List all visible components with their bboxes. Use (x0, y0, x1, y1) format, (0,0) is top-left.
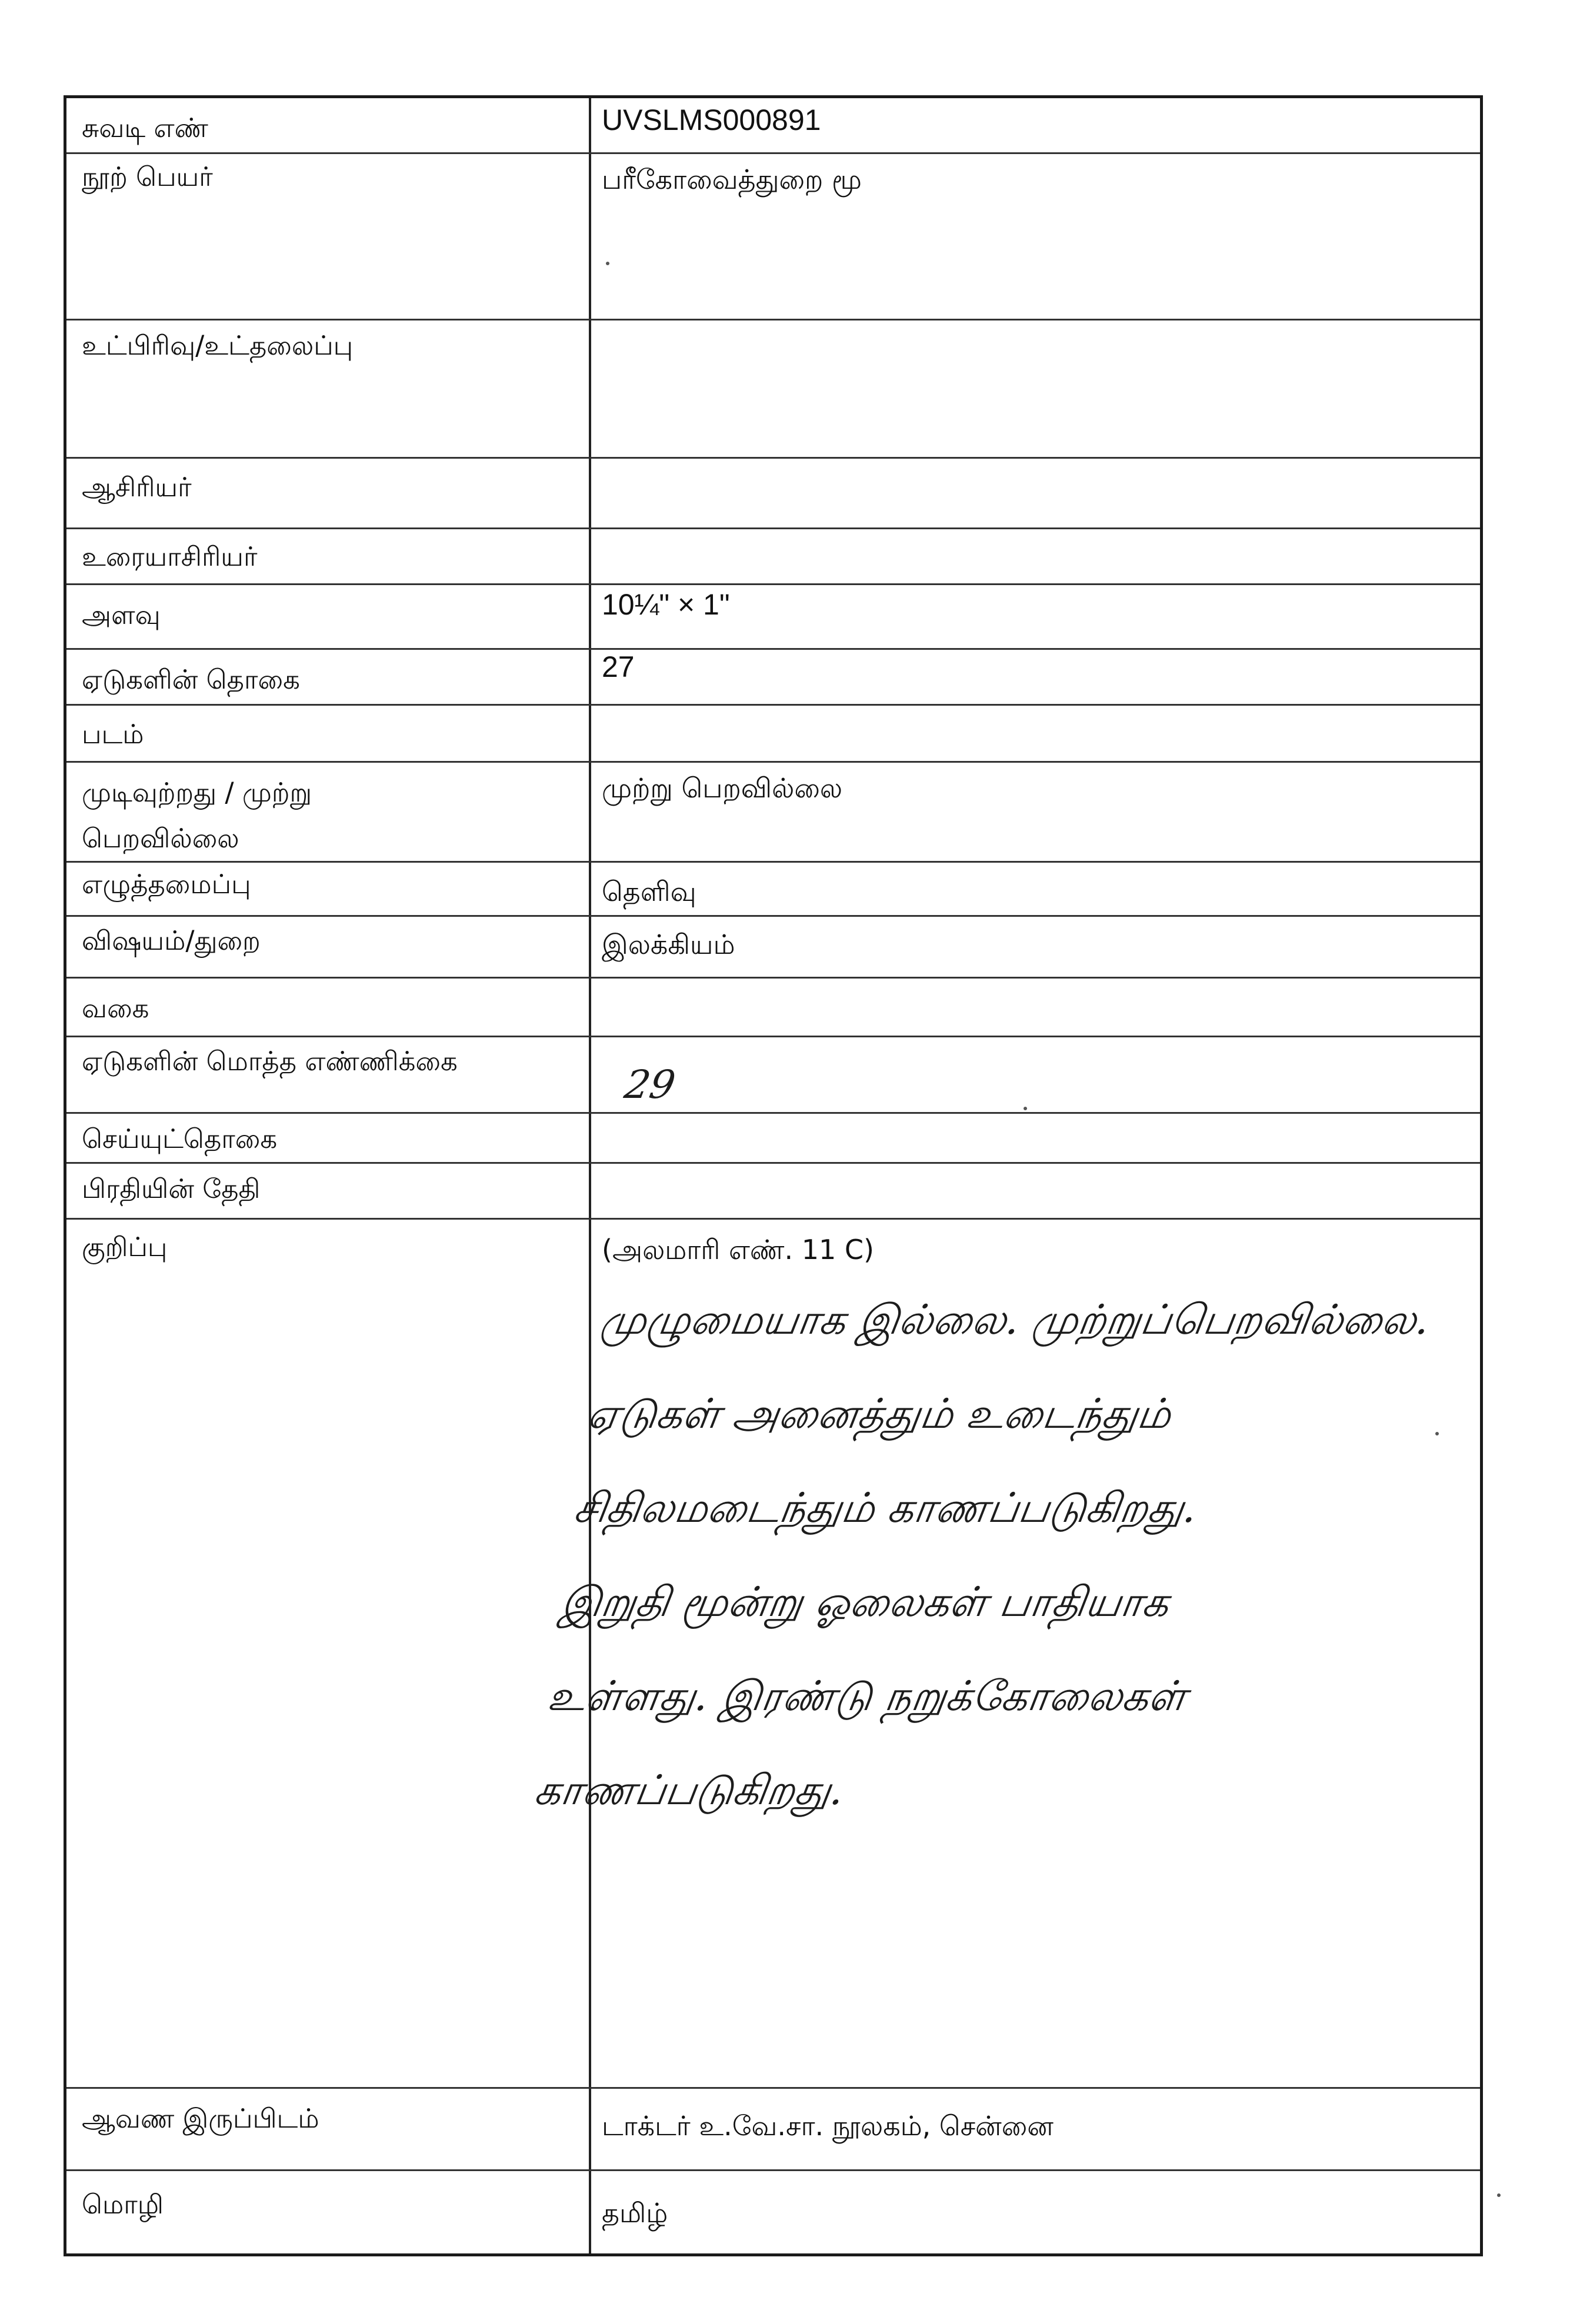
value-size: 10¼" × 1" (602, 588, 730, 621)
value-script-clarity: தெளிவு (602, 876, 696, 907)
label-copy-date: பிரதியின் தேதி (82, 1173, 261, 1204)
value-total-leaves: 29 (621, 1062, 679, 1107)
row-commentator (66, 529, 1480, 585)
value-completeness: முற்று பெறவில்லை (602, 772, 843, 804)
label-leaf-count: ஏடுகளின் தொகை (82, 664, 300, 695)
label-subject: விஷயம்/துறை (82, 925, 261, 956)
row-script-clarity (66, 863, 1480, 917)
label-category: வகை (82, 993, 149, 1024)
label-commentator: உரையாசிரியர் (82, 541, 258, 572)
label-manuscript-number: சுவடி எண் (82, 112, 208, 143)
label-completeness: முடிவுற்றது / முற்று பெறவில்லை (82, 777, 312, 854)
label-total-leaves: ஏடுகளின் மொத்த எண்ணிக்கை (82, 1046, 458, 1077)
value-leaf-count: 27 (602, 650, 635, 683)
scan-speck (606, 262, 609, 265)
row-notes (66, 1220, 1480, 2089)
label-verse-count: செய்யுட்தொகை (82, 1123, 278, 1154)
value-title: பரீகோவைத்துறை மூ (602, 163, 862, 195)
value-subject: இலக்கியம் (602, 929, 735, 960)
row-verse-count (66, 1114, 1480, 1164)
handwritten-note: முழுமையாக இல்லை. முற்றுப்பெறவில்லை. ஏடுகள் அனைத்தும் உடைந்தும் சிதிலமடைந்தும் காணப்படுகிறது. இறுதி மூன்று ஓலைகள் பாதியாக உள்ளது. இரண்டு நறுக்கோலைகள் காணப்படுகிறது. (531, 1295, 1433, 1814)
value-repository: டாக்டர் உ.வே.சா. நூலகம், சென்னை (602, 2110, 1054, 2142)
row-size (66, 585, 1480, 650)
row-subject (66, 917, 1480, 979)
scan-speck (1435, 1432, 1439, 1435)
label-illustration: படம் (82, 719, 144, 750)
label-title: நூற் பெயர் (82, 161, 213, 192)
label-repository: ஆவண இருப்பிடம் (82, 2103, 319, 2134)
row-leaf-count (66, 650, 1480, 706)
value-notes-shelf: (அலமாரி எண். 11 C) (602, 1234, 874, 1265)
label-subtitle: உட்பிரிவு/உட்தலைப்பு (82, 330, 354, 361)
label-author: ஆசிரியர் (82, 472, 192, 503)
label-notes: குறிப்பு (82, 1231, 168, 1263)
row-category (66, 979, 1480, 1037)
row-subtitle (66, 320, 1480, 459)
row-copy-date (66, 1164, 1480, 1220)
value-language: தமிழ் (602, 2197, 668, 2229)
row-completeness (66, 763, 1480, 863)
row-author (66, 459, 1480, 529)
row-illustration (66, 706, 1480, 763)
value-manuscript-number: UVSLMS000891 (602, 103, 821, 136)
row-manuscript-number (66, 98, 1480, 154)
label-language: மொழி (82, 2189, 164, 2220)
scan-speck (1024, 1107, 1027, 1110)
row-language (66, 2171, 1480, 2256)
row-repository (66, 2089, 1480, 2171)
label-size: அளவு (82, 599, 161, 630)
catalog-record-sheet (64, 95, 1483, 2256)
row-total-leaves (66, 1037, 1480, 1114)
row-title (66, 154, 1480, 320)
label-script-clarity: எழுத்தமைப்பு (82, 869, 251, 900)
scan-speck (1497, 2193, 1501, 2197)
